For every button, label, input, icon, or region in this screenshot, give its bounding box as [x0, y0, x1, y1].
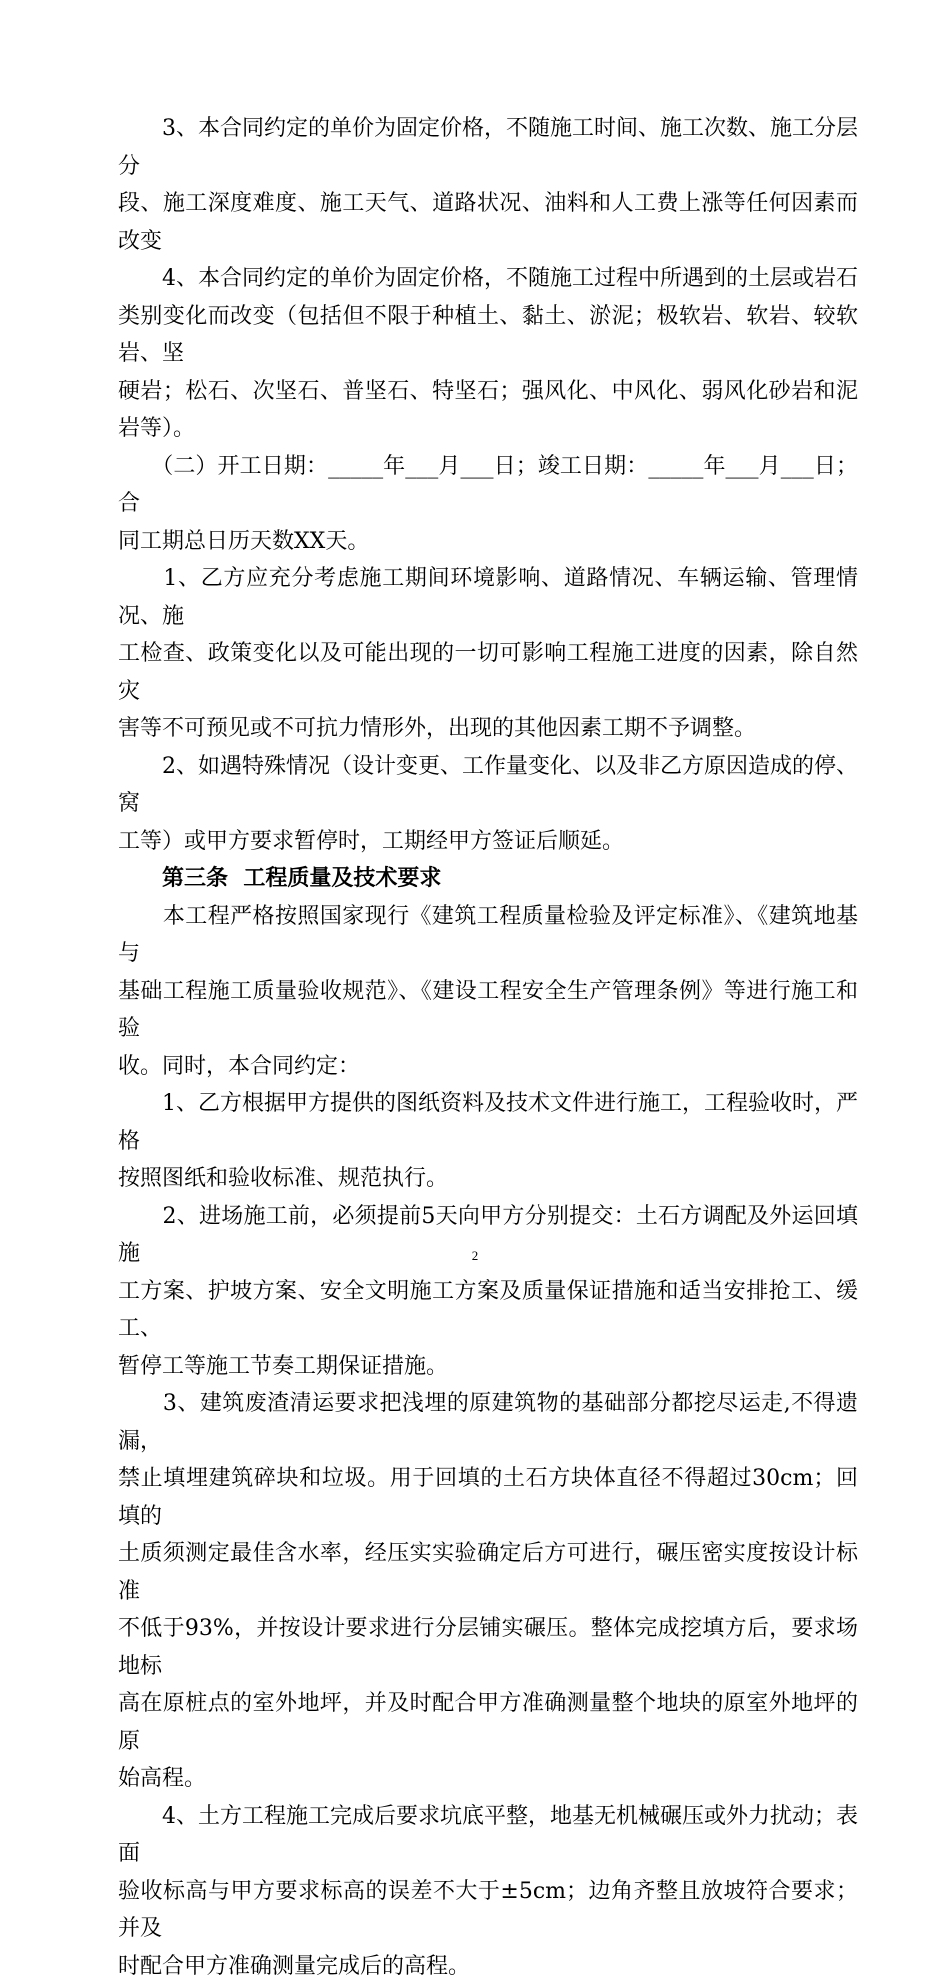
text-line: 验收标高与甲方要求标高的误差不大于±5cm；边角齐整且放坡符合要求；并及	[118, 1873, 858, 1948]
text-line: 害等不可预见或不可抗力情形外，出现的其他因素工期不予调整。	[118, 710, 858, 748]
text-line: 类别变化而改变（包括但不限于种植土、黏土、淤泥；极软岩、软岩、较软岩、坚	[118, 298, 858, 373]
paragraph	[118, 110, 858, 260]
paragraph	[118, 1385, 858, 1798]
text-line: 本工程严格按照国家现行《建筑工程质量检验及评定标准》、《建筑地基与	[118, 898, 858, 973]
text-line: 基础工程施工质量验收规范》、《建设工程安全生产管理条例》等进行施工和验	[118, 973, 858, 1048]
text-line: 工等）或甲方要求暂停时，工期经甲方签证后顺延。	[118, 823, 858, 861]
text-line: 4、本合同约定的单价为固定价格，不随施工过程中所遇到的土层或岩石	[118, 260, 858, 298]
paragraph	[118, 560, 858, 748]
text-line: 硬岩；松石、次坚石、普坚石、特坚石；强风化、中风化、弱风化砂岩和泥岩等）。	[118, 373, 858, 448]
text-line: （二）开工日期：_____年___月___日；竣工日期：_____年___月___日；合	[118, 448, 858, 523]
text-line: 第三条 工程质量及技术要求	[118, 860, 858, 898]
text-line: 高在原桩点的室外地坪，并及时配合甲方准确测量整个地块的原室外地坪的原	[118, 1685, 858, 1760]
text-line: 时配合甲方准确测量完成后的高程。	[118, 1948, 858, 1985]
text-line: 3、建筑废渣清运要求把浅埋的原建筑物的基础部分都挖尽运走,不得遗漏，	[118, 1385, 858, 1460]
text-line: 2、进场施工前，必须提前5天向甲方分别提交：土石方调配及外运回填施	[118, 1198, 858, 1273]
text-line: 同工期总日历天数XX天。	[118, 523, 858, 561]
paragraph	[118, 1798, 858, 1985]
paragraph	[118, 448, 858, 561]
text-line: 3、本合同约定的单价为固定价格，不随施工时间、施工次数、施工分层分	[118, 110, 858, 185]
document-body	[118, 110, 858, 1985]
text-line: 1、乙方应充分考虑施工期间环境影响、道路情况、车辆运输、管理情况、施	[118, 560, 858, 635]
paragraph	[118, 260, 858, 448]
text-line: 工方案、护坡方案、安全文明施工方案及质量保证措施和适当安排抢工、缓工、	[118, 1273, 858, 1348]
text-line: 始高程。	[118, 1760, 858, 1798]
text-line: 1、乙方根据甲方提供的图纸资料及技术文件进行施工，工程验收时，严格	[118, 1085, 858, 1160]
text-line: 禁止填埋建筑碎块和垃圾。用于回填的土石方块体直径不得超过30cm；回填的	[118, 1460, 858, 1535]
page-number: 2	[0, 1248, 950, 1264]
text-line: 按照图纸和验收标准、规范执行。	[118, 1160, 858, 1198]
text-line: 段、施工深度难度、施工天气、道路状况、油料和人工费上涨等任何因素而改变	[118, 185, 858, 260]
text-line: 不低于93%，并按设计要求进行分层铺实碾压。整体完成挖填方后，要求场地标	[118, 1610, 858, 1685]
text-line: 4、土方工程施工完成后要求坑底平整，地基无机械碾压或外力扰动；表面	[118, 1798, 858, 1873]
text-line: 暂停工等施工节奏工期保证措施。	[118, 1348, 858, 1386]
text-line: 收。同时，本合同约定：	[118, 1048, 858, 1086]
paragraph	[118, 1198, 858, 1386]
paragraph	[118, 1085, 858, 1198]
text-line: 2、如遇特殊情况（设计变更、工作量变化、以及非乙方原因造成的停、窝	[118, 748, 858, 823]
text-line: 工检查、政策变化以及可能出现的一切可影响工程施工进度的因素，除自然灾	[118, 635, 858, 710]
paragraph	[118, 898, 858, 1086]
text-line: 土质须测定最佳含水率，经压实实验确定后方可进行，碾压密实度按设计标准	[118, 1535, 858, 1610]
paragraph	[118, 748, 858, 861]
section-heading	[118, 860, 858, 898]
